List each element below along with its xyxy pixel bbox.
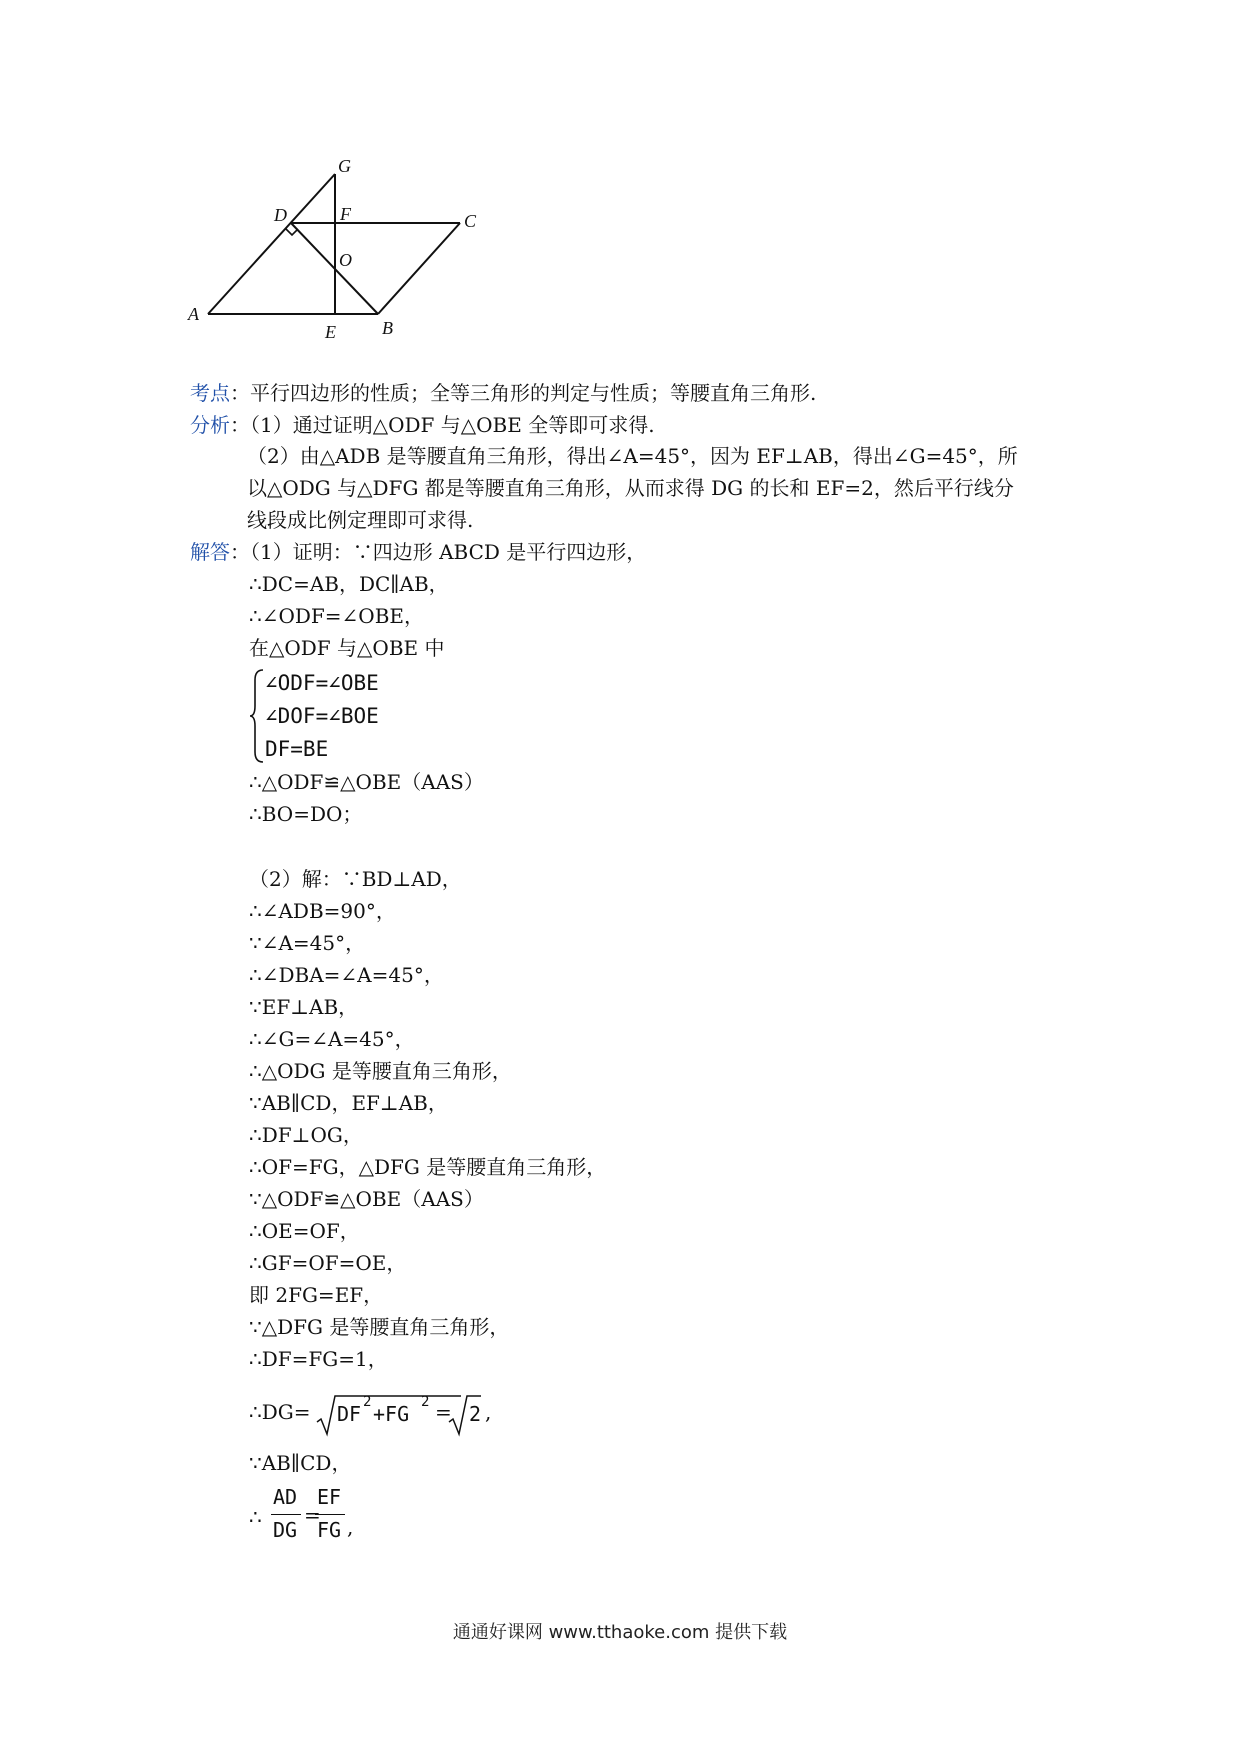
part2-line: ∴OF=FG，△DFG 是等腰直角三角形， [249, 1155, 607, 1179]
part2-line: ∵∠A=45°， [249, 931, 366, 955]
proof-line: ∴BO=DO； [249, 802, 363, 826]
sqrt-equals: = [435, 1400, 452, 1424]
frac-prefix: ∴ [249, 1505, 262, 1529]
fenxi-label: 分析 [190, 413, 230, 437]
proportion-equation [249, 1485, 389, 1555]
kaodian-text: ：平行四边形的性质；全等三角形的判定与性质；等腰直角三角形. [230, 381, 817, 405]
page-footer: 通通好课网 www.tthaoke.com 提供下载 [452, 1622, 788, 1643]
equation-system [249, 668, 449, 764]
jieda-label: 解答 [190, 540, 230, 564]
label-d: D [274, 205, 287, 225]
parallelogram-figure [180, 140, 520, 350]
jieda-proof-head: ：（1）证明：∵四边形 ABCD 是平行四边形， [230, 540, 647, 564]
part2-line: ∴GF=OF=OE， [249, 1251, 407, 1275]
part2-line: ∵EF⊥AB， [249, 995, 359, 1019]
fraction-bar-2 [315, 1514, 345, 1515]
system-row: DF=BE [265, 737, 329, 761]
fenxi-text-1: ：（1）通过证明△ODF 与△OBE 全等即可求得. [230, 413, 655, 437]
root-value: 2 [469, 1402, 482, 1426]
system-row: ∠ODF=∠OBE [265, 671, 379, 695]
part2-line: 即 2FG=EF， [249, 1283, 384, 1307]
radicand-df: DF [337, 1402, 362, 1426]
proof-line: ∴△ODF≌△OBE（AAS） [249, 770, 484, 794]
numerator-ef: EF [317, 1485, 342, 1509]
fraction-bar-1 [271, 1514, 301, 1515]
part2-line: （2）解：∵BD⊥AD， [249, 867, 462, 891]
right-angle-mark [286, 229, 298, 235]
kaodian-line [190, 378, 816, 408]
proof-line: 在△ODF 与△OBE 中 [249, 636, 445, 660]
system-row: ∠DOF=∠BOE [265, 704, 379, 728]
fenxi-line-1 [190, 410, 655, 440]
part2-line: ∴∠ADB=90°， [249, 899, 396, 923]
part2-line: ∴∠G=∠A=45°， [249, 1027, 415, 1051]
geometry-diagram [180, 140, 520, 350]
denominator-dg: DG [273, 1518, 298, 1542]
part2-line: ∴△ODG 是等腰直角三角形， [249, 1059, 512, 1083]
radicand-fg: +FG [373, 1402, 410, 1426]
jieda-line-head [190, 537, 646, 567]
part2-line: ∵△ODF≌△OBE（AAS） [249, 1187, 484, 1211]
proof-line: ∴DC=AB，DC∥AB， [249, 572, 449, 596]
kaodian-label: 考点 [190, 381, 230, 405]
proof-line: ∴∠ODF=∠OBE， [249, 604, 424, 628]
part2-line: ∵AB∥CD，EF⊥AB， [249, 1091, 448, 1115]
part2-line: ∴OE=OF， [249, 1219, 360, 1243]
part2-line: ∴DF⊥OG， [249, 1123, 363, 1147]
segment-bc [378, 223, 460, 314]
label-f: F [340, 204, 351, 224]
fenxi-line-2: （2）由△ADB 是等腰直角三角形，得出∠A=45°，因为 EF⊥AB，得出∠G=45°，所 [247, 444, 1018, 468]
label-b: B [382, 318, 393, 338]
exponent-1: 2 [363, 1394, 372, 1410]
sqrt-prefix: ∴DG= [249, 1400, 311, 1424]
label-e: E [325, 322, 336, 342]
frac-equals: = [304, 1503, 321, 1527]
label-c: C [464, 211, 477, 231]
frac-suffix: , [347, 1515, 354, 1539]
label-o: O [339, 250, 352, 270]
segment-ag [208, 174, 335, 314]
sqrt-suffix: , [485, 1400, 492, 1424]
parallel-line: ∵AB∥CD， [249, 1451, 352, 1475]
label-g: G [338, 156, 351, 176]
label-a: A [188, 304, 199, 324]
part2-line: ∴DF=FG=1， [249, 1347, 388, 1371]
part2-line: ∴∠DBA=∠A=45°， [249, 963, 444, 987]
numerator-ad: AD [273, 1485, 298, 1509]
part2-line: ∵△DFG 是等腰直角三角形， [249, 1315, 510, 1339]
exponent-2: 2 [421, 1394, 430, 1410]
denominator-fg: FG [317, 1518, 342, 1542]
left-brace [249, 668, 265, 764]
fenxi-line-3: 以△ODG 与△DFG 都是等腰直角三角形，从而求得 DG 的长和 EF=2，然后平行线分 [247, 476, 1014, 500]
fenxi-line-4: 线段成比例定理即可求得. [247, 508, 474, 532]
